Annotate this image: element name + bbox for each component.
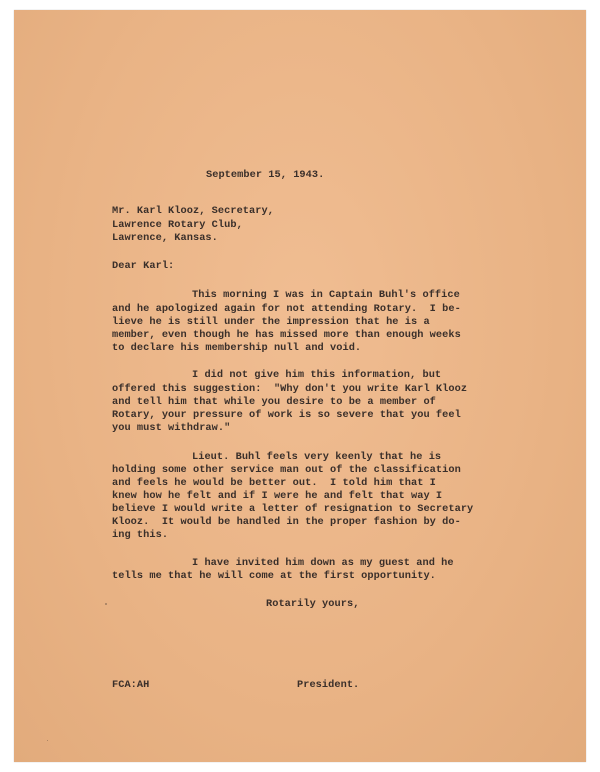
body-line: Lieut. Buhl feels very keenly that he is [192,451,442,463]
paper-speck [47,740,48,741]
body-line: tells me that he will come at the first opportunity. [112,570,436,582]
body-line: Klooz. It would be handled in the proper fashion by do- [112,516,461,528]
body-line: lieve he is still under the impression that he is a [112,316,430,328]
body-line: offered this suggestion: "Why don't you write Karl Klooz [112,383,468,395]
body-line: and he apologized again for not attending Rotary. I be- [112,303,461,315]
salutation: Dear Karl: [112,260,175,272]
body-line: you must withdraw." [112,422,231,434]
address-line: Mr. Karl Klooz, Secretary, [112,205,274,217]
body-line: believe I would write a letter of resignation to Secretary [112,503,474,515]
body-line: and tell him that while you desire to be a member of [112,396,436,408]
signature-title: President. [297,679,360,691]
body-line: I have invited him down as my guest and he [192,557,454,569]
body-line: to declare his membership null and void. [112,342,362,354]
body-line: This morning I was in Captain Buhl's office [192,289,460,301]
body-line: I did not give him this information, but [192,369,442,381]
letter-page [14,10,586,762]
typist-initials: FCA:AH [112,679,150,691]
closing: Rotarily yours, [266,598,360,610]
body-line: holding some other service man out of the classification [112,464,461,476]
body-line: Rotary, your pressure of work is so severe that you feel [112,409,461,421]
body-line: and feels he would be better out. I told him that I [112,477,436,489]
letter-date: September 15, 1943. [206,169,325,181]
address-line: Lawrence Rotary Club, [112,219,243,231]
body-line: member, even though he has missed more than enough weeks [112,329,461,341]
body-line: knew how he felt and if I were he and felt that way I [112,490,443,502]
paper-speck [105,603,107,605]
body-line: ing this. [112,529,169,541]
address-line: Lawrence, Kansas. [112,232,218,244]
